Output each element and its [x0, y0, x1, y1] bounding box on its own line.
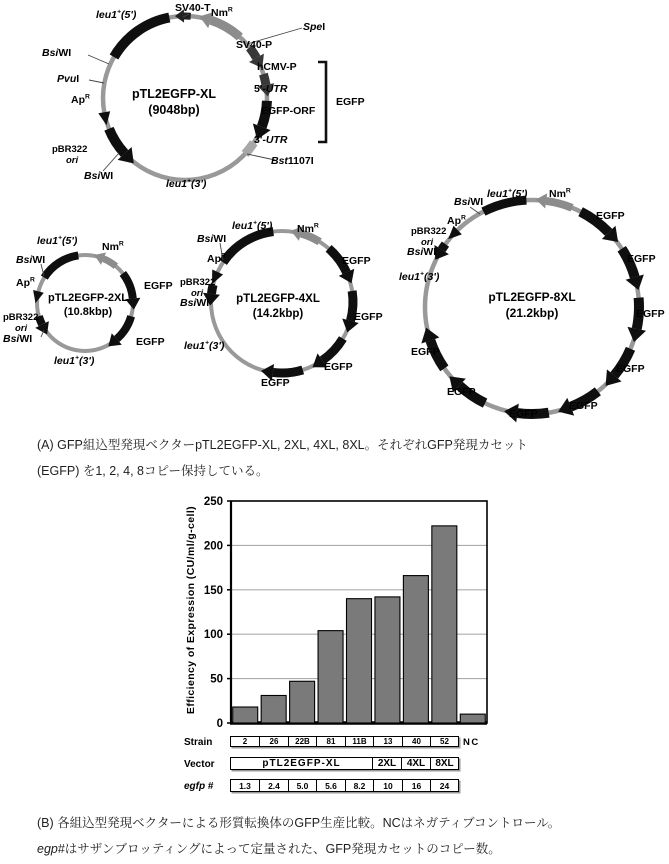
label-leu1-3prime	[399, 272, 439, 283]
leu1-5prime-arc	[223, 232, 273, 263]
wi-text: WI	[58, 47, 72, 59]
label-egfp-1: EGFP	[144, 280, 173, 292]
strain-cell: 52	[430, 736, 459, 747]
label-bsiwi-2	[3, 334, 32, 345]
vector-cell-2xl: 2XL	[372, 757, 402, 770]
label-apr	[71, 95, 90, 106]
label-nmr	[102, 242, 124, 253]
plasmid-map-8xl	[395, 180, 669, 432]
plus-sup: +	[75, 354, 79, 362]
plasmid-name: pTL2EGFP-8XL	[488, 290, 576, 304]
wi-text: WI	[100, 170, 114, 182]
label-ori: ori	[66, 155, 79, 166]
y-tick-label: 200	[203, 540, 223, 553]
strain-cell: 22B	[288, 736, 317, 747]
egfp-count-cell: 1.3	[230, 779, 260, 792]
label-egfp-4: EGFP	[616, 363, 645, 375]
p3-text: (3')	[191, 178, 207, 190]
egfp-count-cell: 16	[402, 779, 431, 792]
bar-40	[403, 576, 428, 723]
plus-sup: +	[420, 270, 424, 278]
plasmid-name: pTL2EGFP-XL	[131, 87, 217, 101]
bar-13	[375, 597, 400, 723]
p5-text: (5')	[62, 235, 78, 247]
egfp3-arrow	[322, 339, 342, 361]
leu1-text: leu1	[232, 220, 254, 232]
r-sup: R	[313, 222, 319, 230]
bsi-text: Bsi	[84, 170, 101, 182]
r-sup: R	[85, 93, 90, 101]
caption-a-line2: (EGFP) を1, 2, 4, 8コピー保持している。	[37, 464, 269, 478]
label-bsiwi-1	[197, 234, 226, 245]
egfp2-arrow	[350, 291, 353, 321]
egfp-count-cell: 8.2	[345, 779, 374, 792]
plasmid-map-4xl	[180, 210, 395, 402]
nm-text: Nm	[549, 188, 566, 200]
bar-NC	[460, 714, 485, 723]
caption-b-line2	[37, 839, 501, 857]
plus-sup: +	[58, 234, 62, 242]
label-leu1-5prime	[487, 189, 527, 200]
label-bsiwi-1	[42, 48, 71, 59]
wi-text: WI	[213, 233, 227, 245]
plasmid-map-2xl	[0, 225, 176, 375]
label-leu1-3prime	[184, 341, 224, 352]
strain-cell: 26	[259, 736, 289, 747]
y-tick-label: 0	[216, 718, 223, 730]
label-egfp-2: EGFP	[136, 336, 165, 348]
i-text: I	[322, 21, 326, 33]
leu1-text: leu1	[37, 235, 59, 247]
plasmid-name: pTL2EGFP-2XL	[47, 292, 129, 304]
pointer-line	[89, 80, 104, 83]
caption-b-line2-rest: #はサザンブロッティングによって定量された、GFP発現カセットのコピー数。	[57, 842, 501, 856]
ap-text: Ap	[71, 94, 85, 106]
egfp4-arrow	[273, 370, 303, 373]
vector-cell-xl: pTL2EGFP-XL	[230, 757, 373, 770]
bar-2	[233, 707, 258, 723]
plus-sup: +	[205, 339, 209, 347]
p5-text: (5')	[257, 220, 273, 232]
label-ori: ori	[421, 237, 434, 248]
r-sup: R	[565, 187, 571, 195]
plasmid-xl-name	[132, 86, 216, 119]
bsi-text: Bsi	[180, 297, 197, 309]
y-tick-label: 50	[210, 673, 223, 686]
bst-num: 1107I	[287, 155, 314, 167]
label-leu1-3prime	[54, 356, 94, 367]
pvu-text: Pvu	[57, 73, 77, 85]
label-egfp-5: EGFP	[569, 400, 598, 412]
bar-22B	[290, 681, 315, 723]
ori-arrow	[39, 316, 42, 324]
utr3-pre: 3'-	[254, 134, 266, 146]
label-apr	[207, 254, 226, 265]
pointer-line	[470, 207, 480, 214]
egfp2-arrow	[117, 316, 131, 339]
wi-text: WI	[32, 254, 46, 266]
egfp-row-label	[184, 781, 213, 792]
strain-row-label: Strain	[184, 737, 213, 748]
label-egfp-4: EGFP	[261, 377, 290, 389]
nm-text: Nm	[102, 241, 119, 253]
label-bst1107i	[271, 156, 314, 167]
strain-cell: 11B	[345, 736, 374, 747]
label-pbr322: pBR322	[3, 312, 39, 323]
label-bsiwi-2	[407, 247, 436, 258]
plasmid-map-xl	[0, 0, 380, 218]
leu1-text: leu1	[96, 9, 118, 21]
bar-26	[261, 695, 286, 723]
strain-cell: 81	[316, 736, 346, 747]
bar-52	[432, 526, 457, 723]
ori-arrow	[442, 244, 446, 250]
label-egfp-3: EGFP	[636, 308, 665, 320]
label-3utr	[254, 135, 287, 146]
utr5-pre: 5'-	[254, 83, 266, 95]
leu1-5prime-arc	[483, 200, 526, 212]
r-sup: R	[461, 214, 466, 222]
pointer-line	[88, 55, 109, 64]
utr3-tail-arc	[245, 143, 254, 154]
label-pvui	[57, 74, 79, 85]
label-egfp-6: EGFP	[509, 408, 538, 420]
label-pbr322: pBR322	[411, 226, 447, 237]
strain-cell: 2	[230, 736, 260, 747]
plus-sup: +	[187, 177, 191, 185]
ap-text: Ap	[447, 215, 461, 227]
bsi-text: Bsi	[16, 254, 33, 266]
label-bsiwi-1	[454, 197, 483, 208]
egfp-count-cell: 5.6	[316, 779, 346, 792]
label-leu1-5prime	[37, 236, 77, 247]
expression-bar-chart	[150, 495, 515, 740]
strain-nc: NC	[463, 737, 480, 748]
p3-text: (3')	[209, 340, 225, 352]
label-bsiwi-2	[180, 298, 209, 309]
egfp-count-cell: 5.0	[288, 779, 317, 792]
nm-text: Nm	[211, 7, 228, 19]
ori-arrow	[109, 129, 125, 154]
nmr-arrow	[546, 201, 572, 208]
label-leu1-3prime	[166, 179, 206, 190]
label-ori: ori	[191, 288, 204, 299]
utr-text: UTR	[265, 134, 288, 146]
y-axis-title: Efficiency of Expression (CU/ml/g-cell)	[185, 505, 197, 715]
label-egfp-2: EGFP	[627, 253, 656, 265]
p5-text: (5')	[121, 9, 137, 21]
pointer-line	[103, 153, 119, 171]
label-spei	[303, 22, 325, 33]
utr-text: UTR	[265, 83, 288, 95]
plasmid-8xl-name	[488, 290, 575, 321]
label-5utr	[254, 84, 287, 95]
label-apr	[447, 216, 466, 227]
leu1-text: leu1	[399, 271, 421, 283]
r-sup: R	[227, 6, 233, 14]
label-pbr322: pBR322	[52, 144, 88, 155]
egp-italic: egp	[37, 842, 58, 856]
plasmid-4xl-name	[236, 292, 320, 322]
strain-cell: 40	[402, 736, 431, 747]
ap-text: Ap	[16, 277, 30, 289]
wi-text: WI	[423, 246, 437, 258]
leu1-text: leu1	[166, 178, 188, 190]
label-egfp-1: EGFP	[342, 255, 371, 267]
plasmid-size: (14.2kbp)	[252, 307, 304, 320]
plasmid-size: (21.2kbp)	[505, 305, 559, 320]
bar-81	[318, 631, 343, 723]
bsi-text: Bsi	[454, 196, 471, 208]
leu1-text: leu1	[487, 188, 509, 200]
vector-row-label: Vector	[184, 759, 215, 770]
label-pbr322: pBR322	[180, 277, 216, 288]
plus-sup: +	[508, 187, 512, 195]
nmr-arrow	[211, 20, 240, 37]
nmr-arrow-head	[536, 193, 547, 208]
egfp-count-cell: 24	[430, 779, 459, 792]
r-sup: R	[118, 240, 124, 248]
plus-sup: +	[117, 8, 121, 16]
label-egfp-1: EGFP	[596, 210, 625, 222]
i-text: I	[76, 73, 80, 85]
label-ori: ori	[15, 323, 28, 334]
label-bsiwi-2	[84, 171, 113, 182]
label-hcmv-p: hCMV-P	[257, 61, 297, 73]
spe-text: Spe	[303, 21, 323, 33]
label-sv40p: SV40-P	[236, 39, 273, 51]
label-nmr	[211, 8, 233, 19]
label-apr	[16, 278, 35, 289]
egfp-count-cell: 2.4	[259, 779, 289, 792]
leu1-text: leu1	[184, 340, 206, 352]
plasmid-size: (10.8kbp)	[63, 306, 113, 319]
bsi-text: Bsi	[407, 246, 424, 258]
bsi-text: Bsi	[3, 333, 20, 345]
label-sv40t: SV40-T	[175, 2, 211, 14]
p5-text: (5')	[512, 188, 528, 200]
egfp-label-hash: #	[205, 781, 214, 792]
egfp-bracket	[318, 62, 326, 142]
label-bsiwi-1	[16, 255, 45, 266]
bsi-text: Bsi	[42, 47, 59, 59]
plasmid-name: pTL2EGFP-4XL	[236, 293, 320, 305]
bar-11B	[347, 599, 372, 723]
p3-text: (3')	[424, 271, 440, 283]
label-leu1-5prime	[232, 221, 272, 232]
nm-text: Nm	[297, 223, 314, 235]
y-tick-label: 150	[203, 584, 223, 597]
egfp-label-italic: egfp	[184, 781, 206, 792]
leu1-5prime-arc	[114, 18, 169, 57]
plus-sup: +	[253, 219, 257, 227]
leu1-text: leu1	[54, 355, 76, 367]
caption-b-line1: (B) 各組込型発現ベクターによる形質転換体のGFP生産比較。NCはネガティブコントロール。	[37, 816, 561, 830]
wi-text: WI	[196, 297, 210, 309]
y-tick-label: 250	[203, 496, 223, 508]
vector-cell-8xl: 8XL	[430, 757, 459, 770]
ap-text: Ap	[207, 253, 221, 265]
label-egfp-7: EGFP	[447, 386, 476, 398]
nmr-arrow	[103, 259, 115, 267]
label-egfp-8: EGFP	[411, 346, 440, 358]
plasmid-2xl-name	[48, 291, 128, 320]
leu1-5prime-arc	[44, 255, 78, 277]
r-sup: R	[221, 252, 226, 260]
wi-text: WI	[470, 196, 484, 208]
caption-a-line1: (A) GFP組込型発現ベクターpTL2EGFP-XL, 2XL, 4XL, 8XL。それぞれGFP発現カセット	[37, 438, 528, 452]
bst-text: Bst	[271, 155, 288, 167]
y-tick-label: 100	[203, 629, 223, 642]
label-nmr	[297, 224, 319, 235]
label-egfp-orf: EGFP-ORF	[261, 105, 316, 117]
r-sup: R	[30, 276, 35, 284]
wi-text: WI	[19, 333, 33, 345]
label-nmr	[549, 189, 571, 200]
egfp3-arrow-head	[627, 327, 646, 342]
p3-text: (3')	[79, 355, 95, 367]
egfp-count-cell: 10	[373, 779, 403, 792]
strain-cell: 13	[373, 736, 403, 747]
label-egfp-3: EGFP	[324, 361, 353, 373]
label-egfp-2: EGFP	[354, 311, 383, 323]
label-egfp-cassette: EGFP	[336, 96, 365, 108]
vector-cell-4xl: 4XL	[401, 757, 431, 770]
label-leu1-5prime	[96, 10, 136, 21]
plasmid-size: (9048bp)	[148, 103, 200, 118]
bsi-text: Bsi	[197, 233, 214, 245]
